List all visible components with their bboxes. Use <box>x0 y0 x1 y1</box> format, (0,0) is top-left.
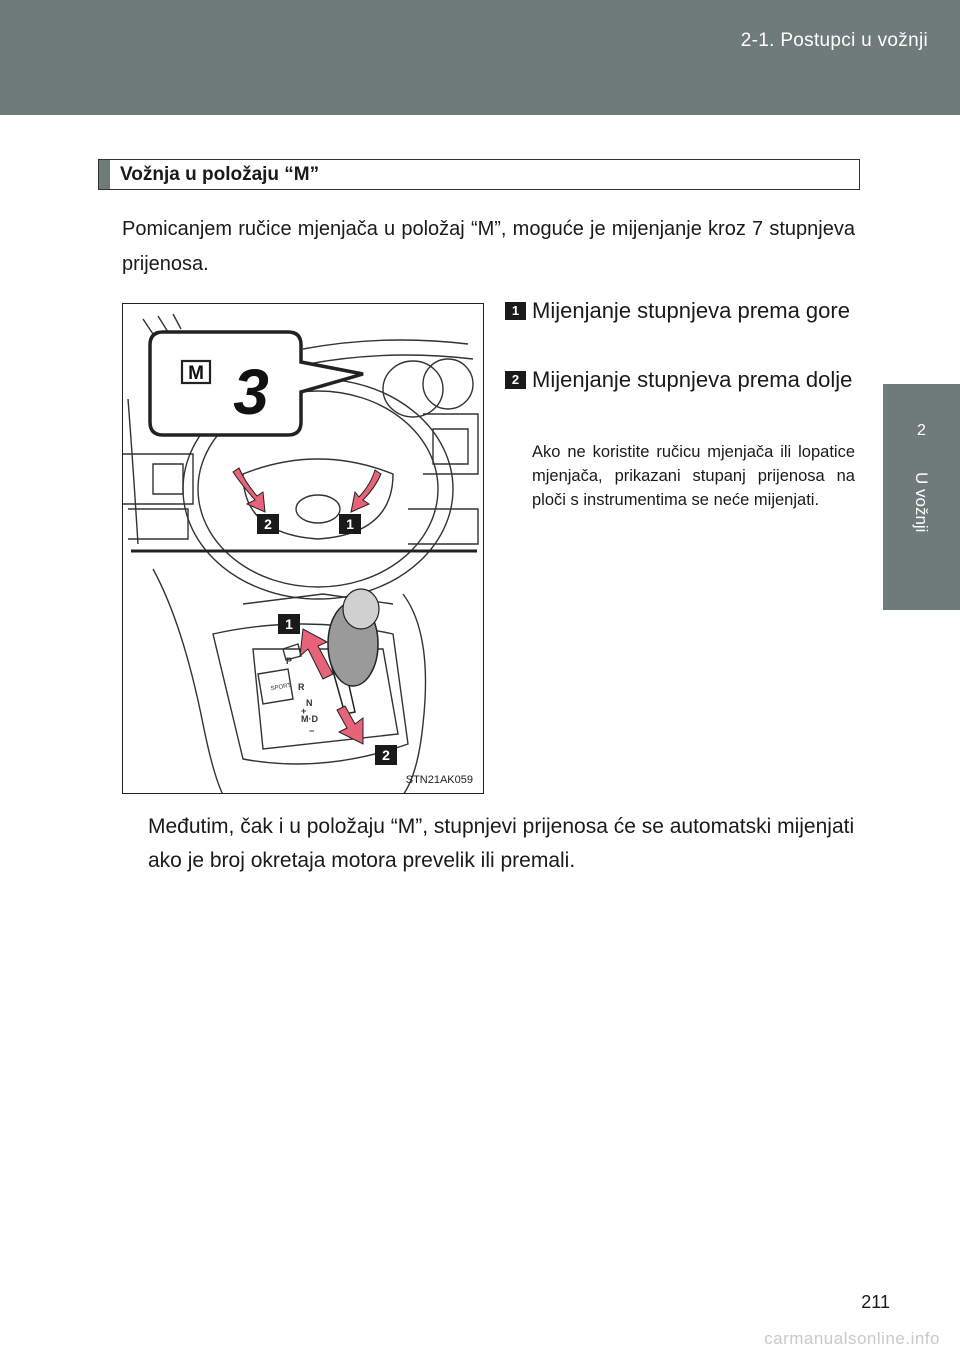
legend-badge-1: 1 <box>505 302 526 320</box>
header-band <box>0 0 960 115</box>
paddle-upshift-arrow-icon <box>351 470 381 512</box>
gear-shift-figure <box>122 303 484 794</box>
legend-text-1: Mijenjanje stupnjeva prema gore <box>532 298 850 323</box>
gate-n-label: N <box>306 698 313 708</box>
heading-accent-bar <box>99 160 110 189</box>
legend-badge-2: 2 <box>505 371 526 389</box>
figure-illustration <box>123 304 484 794</box>
gate-r-label: R <box>298 682 305 692</box>
chapter-number: 2 <box>917 422 926 439</box>
gate-plus-label: + <box>301 706 307 716</box>
chapter-label: U vožnji <box>912 472 931 533</box>
sport-button-label: SPORT <box>270 682 292 693</box>
legend-item-2 <box>505 363 855 396</box>
figure-code: STN21AK059 <box>405 774 473 786</box>
figure-badge-1-bottom-text: 1 <box>285 616 293 632</box>
gate-md-label: M·D <box>301 714 318 724</box>
gate-p-label: P <box>286 656 293 666</box>
bottom-paragraph: Međutim, čak i u položaju “M”, stupnjevi prijenosa će se automatski mijenjati ako je broj okretaja motora prevelik ili premali. <box>148 815 855 872</box>
header-section-title: 2-1. Postupci u vožnji <box>740 30 928 51</box>
watermark[interactable]: carmanualsonline.info <box>764 1329 940 1348</box>
section-heading-text: Vožnja u položaju “M” <box>120 163 320 185</box>
paddle-downshift-arrow-icon <box>233 468 265 512</box>
section-heading <box>98 159 860 190</box>
figure-badge-2-top-text: 2 <box>264 516 272 532</box>
figure-badge-1-top-text: 1 <box>346 516 354 532</box>
gate-minus-label: − <box>309 726 315 736</box>
page-number: 211 <box>861 1292 890 1312</box>
chapter-side-tab[interactable] <box>883 384 960 610</box>
display-gear-text: 3 <box>233 356 269 428</box>
note-text: Ako ne koristite ručicu mjenjača ili lopatice mjenjača, prikazani stupanj prijenosa na ploči s instrumentima se neće mijenjati. <box>532 443 855 509</box>
legend-item-1 <box>505 294 855 327</box>
display-mode-text: M <box>188 363 204 384</box>
legend-text-2: Mijenjanje stupnjeva prema dolje <box>532 367 853 392</box>
figure-badge-2-bottom-text: 2 <box>382 747 390 763</box>
intro-paragraph: Pomicanjem ručice mjenjača u položaj “M”, moguće je mijenjanje kroz 7 stupnjeva prijenosa. <box>122 218 855 275</box>
